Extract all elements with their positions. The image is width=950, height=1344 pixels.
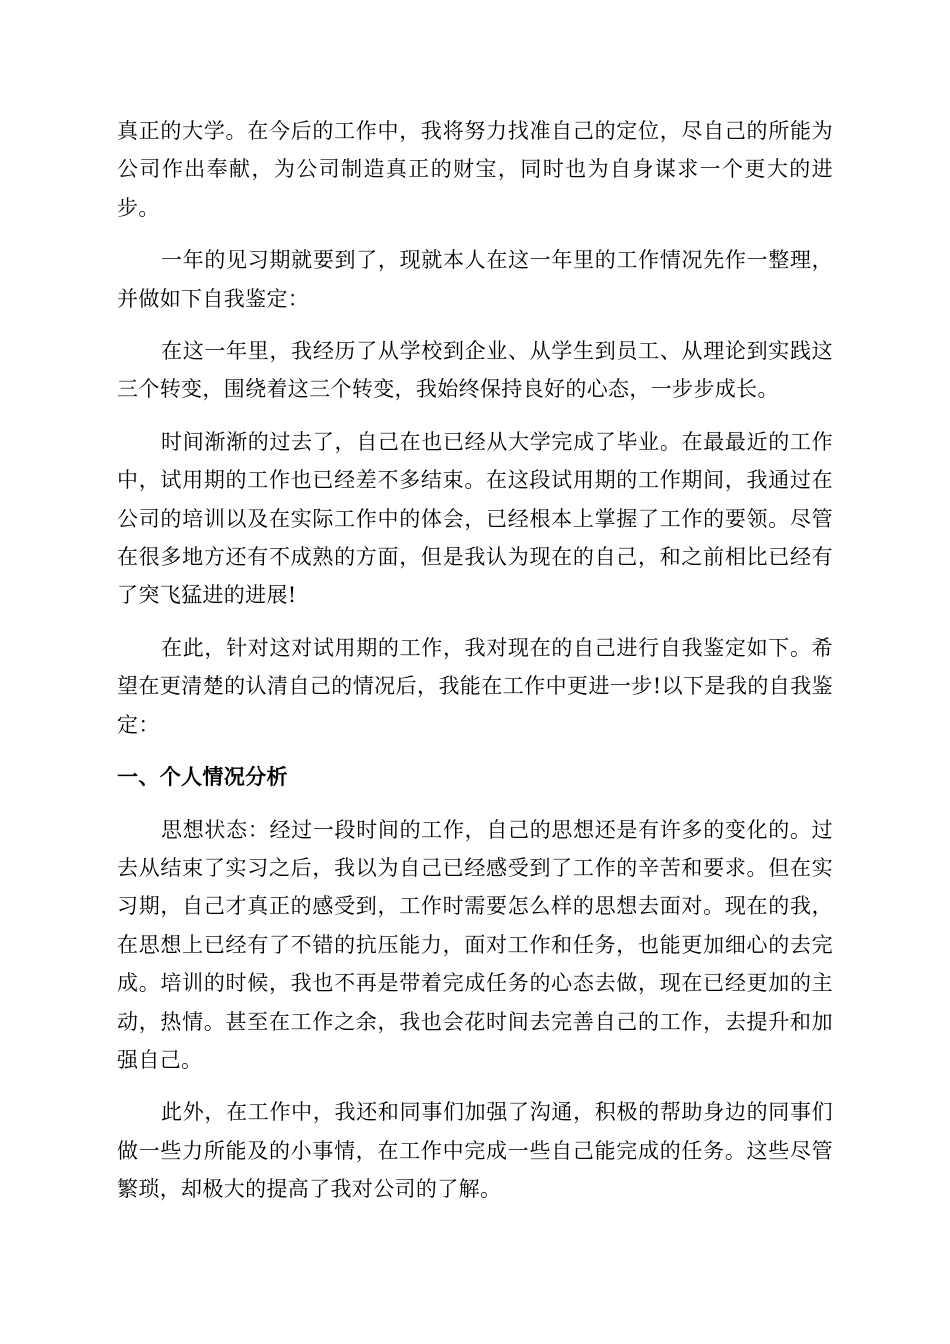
paragraph-thinking-state: 思想状态：经过一段时间的工作，自己的思想还是有许多的变化的。过去从结束了实习之后，我以为自己已经感受到了工作的辛苦和要求。但在实习期，自己才真正的感受到，工作时需要怎么样的思想去面对。现在的我，在思想上已经有了不错的抗压能力，面对工作和任务，也能更加细心的去完成。培训的时候，我也不再是带着完成任务的心态去做，现在已经更加的主动，热情。甚至在工作之余，我也会花时间去完善自己的工作，去提升和加强自己。 bbox=[117, 817, 833, 1072]
paragraph-time-passing: 时间渐渐的过去了，自己在也已经从大学完成了毕业。在最最近的工作中，试用期的工作也已经差不多结束。在这段试用期的工作期间，我通过在公司的培训以及在实际工作中的体会，已经根本上掌握了工作的要领。尽管在很多地方还有不成熟的方面，但是我认为现在的自己，和之前相比已经有了突飞猛进的进展! bbox=[117, 429, 833, 608]
section-heading: 一、个人情况分析 bbox=[117, 765, 288, 790]
paragraph-three-transitions: 在这一年里，我经历了从学校到企业、从学生到员工、从理论到实践这三个转变，围绕着这三个转变，我始终保持良好的心态，一步步成长。 bbox=[117, 339, 833, 402]
paragraph-communication: 此外，在工作中，我还和同事们加强了沟通，积极的帮助身边的同事们做一些力所能及的小事情，在工作中完成一些自己能完成的任务。这些尽管繁琐，却极大的提高了我对公司的了解。 bbox=[117, 1100, 833, 1202]
document-page bbox=[117, 112, 833, 1223]
paragraph-continuation: 真正的大学。在今后的工作中，我将努力找准自己的定位，尽自己的所能为公司作出奉献，为公司制造真正的财宝，同时也为自身谋求一个更大的进步。 bbox=[117, 119, 833, 220]
paragraph-probation-intro: 一年的见习期就要到了，现就本人在这一年里的工作情况先作一整理，并做如下自我鉴定： bbox=[117, 248, 833, 311]
paragraph-self-assessment-intro: 在此，针对这对试用期的工作，我对现在的自己进行自我鉴定如下。希望在更清楚的认清自己的情况后，我能在工作中更进一步!以下是我的自我鉴定： bbox=[117, 635, 833, 737]
